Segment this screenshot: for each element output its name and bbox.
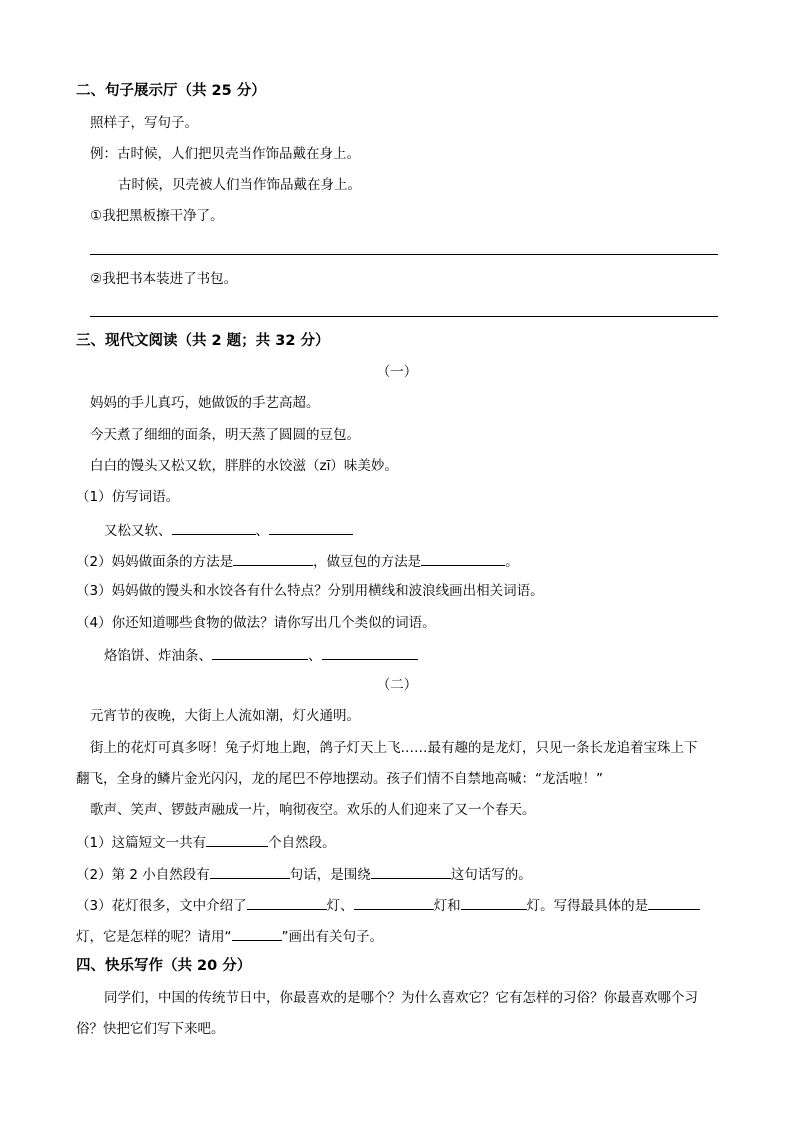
answer-blank[interactable] bbox=[206, 832, 268, 847]
passage-2-paragraph-1: 元宵节的夜晚，大街上人流如潮，灯火通明。 bbox=[90, 708, 360, 724]
question-text: 灯、 bbox=[326, 898, 354, 914]
question-2-3-line-1 bbox=[76, 895, 700, 915]
exercise-item-1: ①我把黑板擦干净了。 bbox=[90, 208, 224, 224]
separator: 、 bbox=[255, 523, 269, 539]
answer-blank[interactable] bbox=[172, 520, 256, 535]
passage-2-paragraph-2-line-2: 翻飞，全身的鳞片金光闪闪，龙的尾巴不停地摆动。孩子们情不自禁地高喊：“龙活啦！” bbox=[76, 771, 603, 787]
answer-blank[interactable] bbox=[322, 645, 418, 660]
question-2-2 bbox=[76, 864, 532, 884]
answer-blank[interactable] bbox=[232, 926, 282, 941]
section-2-heading: 二、句子展示厅（共 25 分） bbox=[76, 83, 266, 99]
answer-blank[interactable] bbox=[421, 551, 505, 566]
question-text: （1）这篇短文一共有 bbox=[76, 835, 207, 851]
question-text: （3）花灯很多，文中介绍了 bbox=[76, 898, 247, 914]
question-text: 灯。写得最具体的是 bbox=[526, 898, 649, 914]
answer-blank[interactable] bbox=[371, 864, 451, 879]
question-1-4: （4）你还知道哪些食物的做法？请你写出几个类似的词语。 bbox=[76, 615, 436, 631]
question-text: 灯，它是怎样的呢？请用“ bbox=[76, 929, 232, 945]
question-1-2 bbox=[76, 551, 519, 571]
question-2-1 bbox=[76, 832, 336, 852]
answer-line-2[interactable] bbox=[90, 316, 718, 317]
passage-1-paragraph-2: 今天煮了细细的面条，明天蒸了圆圆的豆包。 bbox=[90, 427, 360, 443]
question-text: 这句话写的。 bbox=[450, 867, 532, 883]
passage-1-paragraph-3: 白白的馒头又松又软，胖胖的水饺滋（zī）味美妙。 bbox=[90, 458, 398, 474]
passage-1-paragraph-1: 妈妈的手儿真巧，她做饭的手艺高超。 bbox=[90, 395, 320, 411]
question-1-4-answer-row bbox=[104, 645, 418, 665]
question-text: （2）妈妈做面条的方法是 bbox=[76, 554, 234, 570]
writing-prompt-line-2: 俗？快把它们写下来吧。 bbox=[76, 1021, 225, 1037]
question-2-3-line-2 bbox=[76, 926, 383, 946]
passage-2-paragraph-2-line-1: 街上的花灯可真多呀！兔子灯地上跑，鸽子灯天上飞……最有趣的是龙灯，只见一条长龙追着宝珠上下 bbox=[90, 740, 698, 756]
answer-blank[interactable] bbox=[212, 645, 308, 660]
question-text: ，做豆包的方法是 bbox=[313, 554, 422, 570]
question-1-3: （3）妈妈做的馒头和水饺各有什么特点？分别用横线和波浪线画出相关词语。 bbox=[76, 583, 544, 599]
part-2-label: （二） bbox=[376, 677, 418, 693]
question-text: ”画出有关句子。 bbox=[281, 929, 383, 945]
answer-line-1[interactable] bbox=[90, 254, 718, 255]
question-text: 。 bbox=[505, 554, 519, 570]
question-text: 灯和 bbox=[433, 898, 461, 914]
section-3-heading: 三、现代文阅读（共 2 题；共 32 分） bbox=[76, 333, 330, 349]
section-4-heading: 四、快乐写作（共 20 分） bbox=[76, 958, 252, 974]
answer-blank[interactable] bbox=[354, 895, 434, 910]
question-text: 个自然段。 bbox=[268, 835, 336, 851]
answer-blank[interactable] bbox=[269, 520, 353, 535]
example-sentence-1: 例：古时候，人们把贝壳当作饰品戴在身上。 bbox=[90, 146, 360, 162]
answer-blank[interactable] bbox=[210, 864, 290, 879]
question-text: 句话，是围绕 bbox=[289, 867, 371, 883]
question-text: （2）第 2 小自然段有 bbox=[76, 867, 210, 883]
question-1-1-answer-row bbox=[104, 520, 353, 540]
word-example: 又松又软、 bbox=[104, 523, 172, 539]
example-sentence-2: 古时候，贝壳被人们当作饰品戴在身上。 bbox=[118, 177, 361, 193]
passage-2-paragraph-3: 歌声、笑声、锣鼓声融成一片，响彻夜空。欢乐的人们迎来了又一个春天。 bbox=[90, 802, 536, 818]
answer-blank[interactable] bbox=[247, 895, 327, 910]
part-1-label: （一） bbox=[376, 364, 418, 380]
exercise-item-2: ②我把书本装进了书包。 bbox=[90, 271, 238, 287]
question-1-1: （1）仿写词语。 bbox=[76, 489, 180, 505]
instruction-text: 照样子，写句子。 bbox=[90, 115, 198, 131]
separator: 、 bbox=[308, 648, 322, 664]
word-example: 烙馅饼、炸油条、 bbox=[104, 648, 212, 664]
answer-blank[interactable] bbox=[233, 551, 313, 566]
answer-blank[interactable] bbox=[461, 895, 527, 910]
answer-blank[interactable] bbox=[648, 895, 700, 910]
writing-prompt-line-1: 同学们，中国的传统节日中，你最喜欢的是哪个？为什么喜欢它？它有怎样的习俗？你最喜欢哪个习 bbox=[104, 990, 698, 1006]
